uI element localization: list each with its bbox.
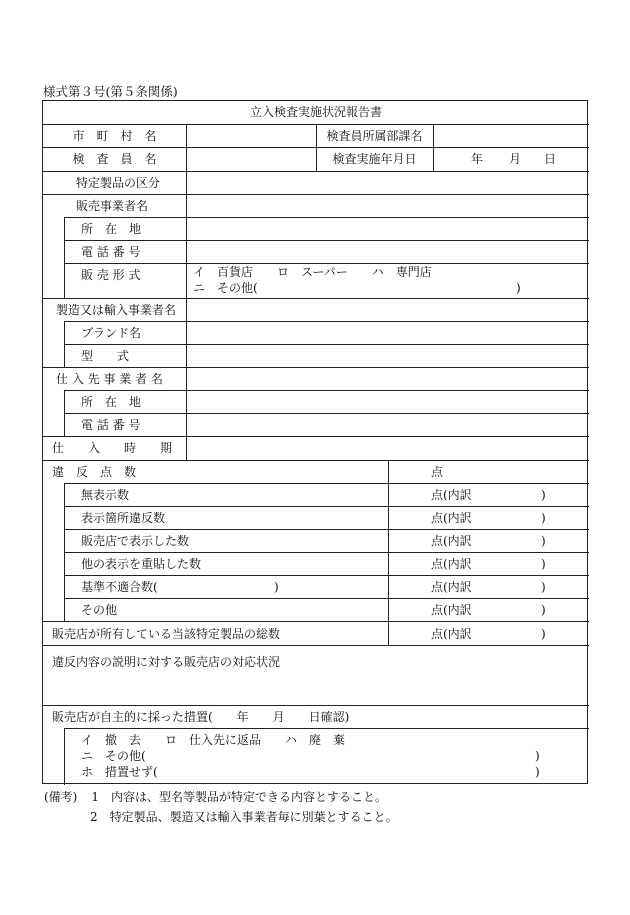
violation-item: 他の表示を重貼した数 (81, 557, 202, 571)
violation-item: 販売店で表示した数 (81, 534, 190, 548)
note-2: 2 特定製品、製造又は輸入事業者毎に別葉とすること。 (90, 810, 398, 824)
label-manufacturer: 製造又は輸入事業者名 (56, 303, 177, 317)
rule (43, 705, 589, 706)
label-supplier-address: 所 在 地 (81, 395, 142, 409)
rule (186, 298, 187, 460)
violation-item-close: ) (274, 580, 279, 594)
rule (64, 728, 65, 785)
breakdown-unit: 点(内訳 (431, 534, 472, 548)
inspection-report-form (42, 100, 588, 784)
breakdown-close: ) (541, 580, 546, 594)
measure-other-close: ) (535, 749, 540, 763)
breakdown-unit: 点(内訳 (431, 603, 472, 617)
measure-none: ホ 措置せず( (81, 765, 158, 779)
rule (43, 298, 589, 299)
sales-type-other-close: ) (516, 281, 521, 295)
label-total-products: 販売店が所有している当該特定製品の総数 (52, 627, 281, 641)
violation-item: 基準不適合数( (81, 580, 158, 594)
breakdown-close: ) (541, 627, 546, 641)
note-1: 1 内容は、型名等製品が特定できる内容とすること。 (91, 790, 388, 804)
label-inspector-name: 検 査 員 名 (72, 152, 157, 166)
rule (43, 645, 589, 646)
rule (43, 621, 589, 622)
date-month: 月 (509, 152, 522, 166)
measure-options: イ 撤 去 ロ 仕入先に返品 ハ 廃 棄 (81, 733, 346, 747)
form-number: 様式第３号(第５条関係) (43, 84, 178, 99)
rule (64, 506, 589, 507)
breakdown-close: ) (541, 534, 546, 548)
violation-points-unit: 点 (431, 465, 444, 479)
breakdown-unit: 点(内訳 (431, 511, 472, 525)
breakdown-close: ) (541, 511, 546, 525)
label-supplier-phone: 電 話 番 号 (81, 418, 141, 432)
rule (64, 217, 589, 218)
label-voluntary-measures: 販売店が自主的に採った措置( 年 月 日確認) (52, 710, 350, 724)
rule (64, 390, 65, 436)
label-seller-address: 所 在 地 (81, 222, 142, 236)
rule (64, 598, 589, 599)
label-supplier: 仕 入 先 事 業 者 名 (56, 372, 163, 386)
rule (64, 483, 589, 484)
rule (186, 124, 187, 298)
sales-type-other: ニ その他( (193, 281, 258, 295)
breakdown-close: ) (541, 603, 546, 617)
rule (64, 483, 65, 621)
rule (64, 263, 589, 264)
notes (44, 787, 398, 827)
label-store-response: 違反内容の説明に対する販売店の対応状況 (52, 655, 281, 669)
rule (43, 171, 589, 172)
violation-item: 無表示数 (81, 488, 130, 502)
label-sales-type: 販 売 形 式 (81, 268, 141, 282)
breakdown-unit: 点(内訳 (431, 557, 472, 571)
label-product-category: 特定製品の区分 (76, 176, 161, 190)
measure-none-close: ) (535, 765, 540, 779)
breakdown-close: ) (541, 488, 546, 502)
date-day: 日 (544, 152, 557, 166)
breakdown-close: ) (541, 557, 546, 571)
label-purchase-time: 仕 入 時 期 (52, 441, 173, 455)
rule (43, 460, 589, 461)
rule (64, 217, 65, 298)
rule (388, 460, 389, 645)
label-seller-name: 販売事業者名 (76, 199, 149, 213)
rule (43, 194, 589, 195)
rule (433, 124, 434, 171)
report-title: 立入検査実施状況報告書 (249, 105, 382, 119)
measure-other: ニ その他( (81, 749, 146, 763)
notes-prefix: (備考) (44, 790, 78, 804)
rule (64, 240, 589, 241)
violation-item: 表示箇所違反数 (81, 511, 166, 525)
rule (64, 552, 589, 553)
breakdown-unit: 点(内訳 (431, 488, 472, 502)
rule (64, 321, 589, 322)
label-violation-points: 違 反 点 数 (52, 465, 137, 479)
breakdown-unit: 点(内訳 (431, 627, 472, 641)
label-model: 型 式 (81, 349, 130, 363)
label-seller-phone: 電 話 番 号 (81, 245, 141, 259)
breakdown-unit: 点(内訳 (431, 580, 472, 594)
label-brand: ブランド名 (81, 326, 142, 340)
sales-type-options: イ 百貨店 ロ スーパー ハ 専門店 (193, 265, 432, 279)
rule (64, 390, 589, 391)
rule (64, 728, 589, 729)
rule (64, 575, 589, 576)
rule (64, 344, 589, 345)
label-inspector-dept: 検査員所属部課名 (326, 129, 423, 143)
label-municipality: 市 町 村 名 (72, 129, 157, 143)
rule (43, 367, 589, 368)
label-inspection-date: 検査実施年月日 (332, 152, 417, 166)
rule (64, 413, 589, 414)
rule (64, 321, 65, 367)
date-year: 年 (471, 152, 484, 166)
rule (64, 529, 589, 530)
violation-item: その他 (81, 603, 118, 617)
rule (43, 436, 589, 437)
